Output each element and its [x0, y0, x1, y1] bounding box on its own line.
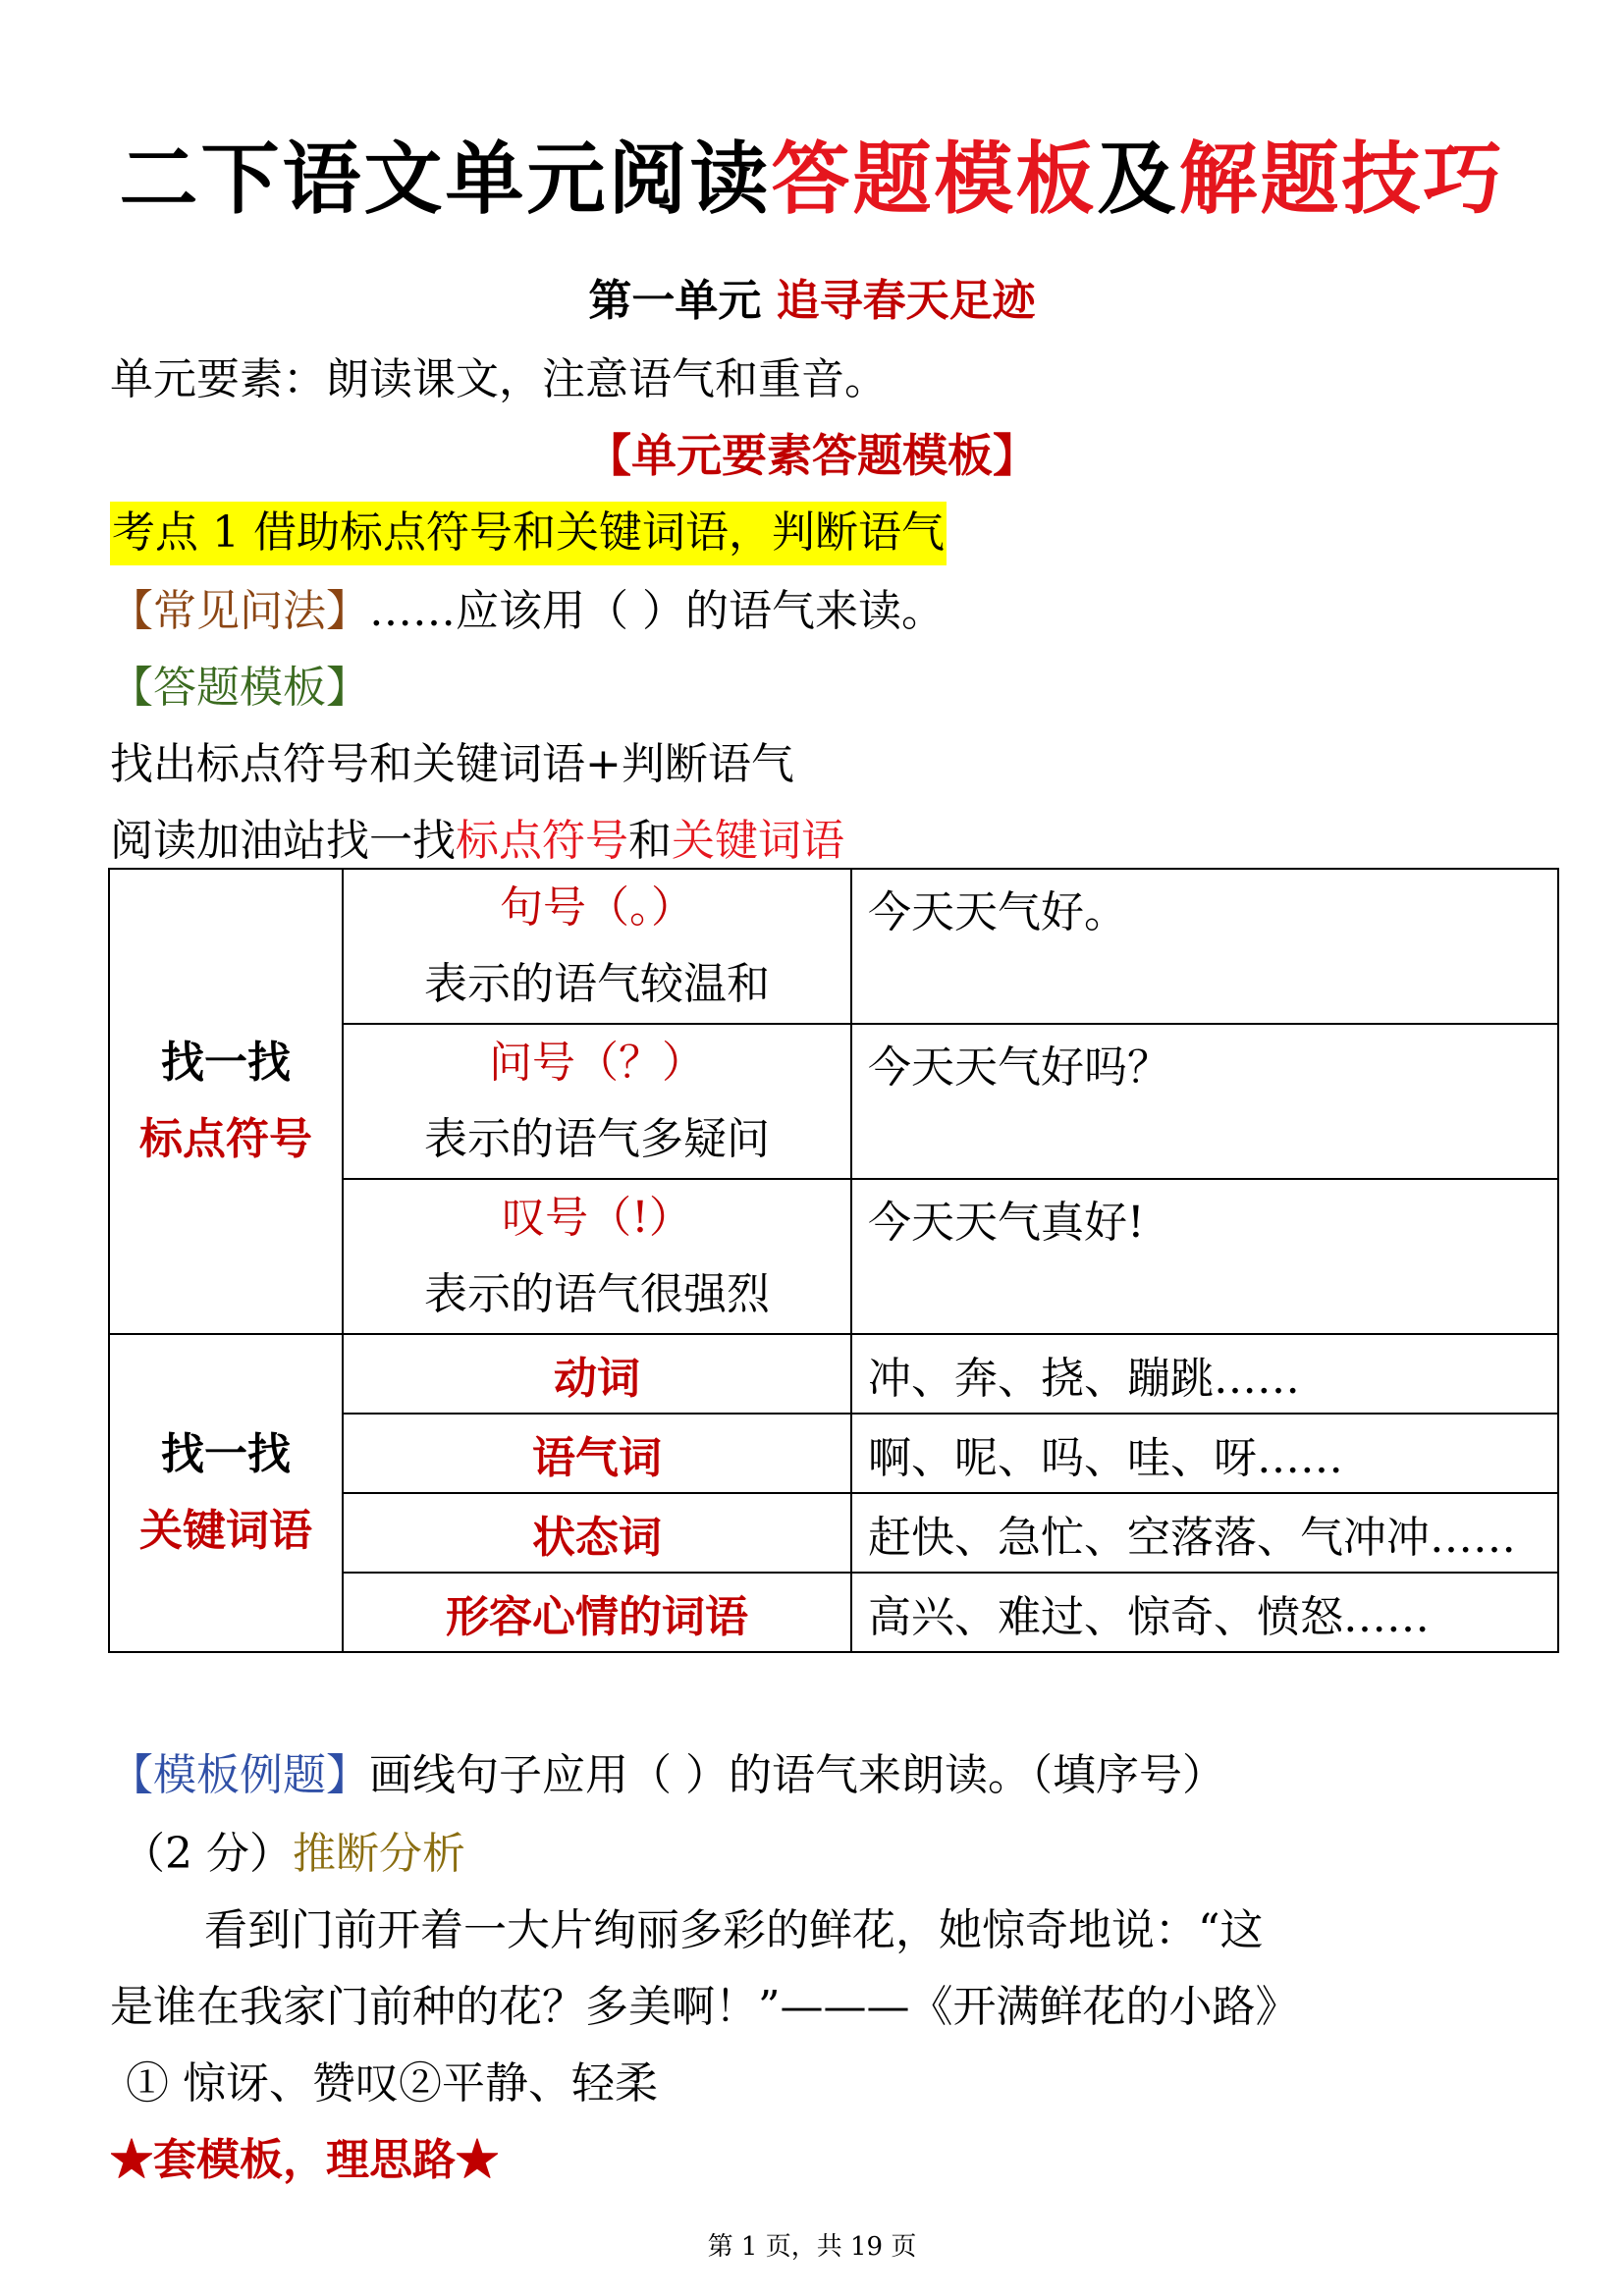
table-row [109, 869, 1558, 1024]
keyword-example: 啊、呢、吗、哇、呀…… [851, 1414, 1558, 1493]
common-question-text: ……应该用（ ）的语气来读。 [369, 586, 945, 636]
passage-line-1: 看到门前开着一大片绚丽多彩的鲜花，她惊奇地说：“这 [204, 1905, 1264, 1955]
table-row [109, 1334, 1558, 1414]
group-punctuation-line2: 标点符号 [139, 1114, 312, 1164]
unit-label: 第一单元 [588, 276, 762, 326]
reference-table [108, 868, 1559, 1653]
example-question-text: 画线句子应用（ ）的语气来朗读。（填序号） [369, 1750, 1225, 1800]
title-part1: 二下语文单元阅读 [119, 133, 772, 225]
station-a: 标点符号 [456, 816, 628, 866]
station-prefix: 阅读加油站找一找 [110, 816, 456, 866]
title-part3: 及 [1097, 133, 1179, 225]
keyword-example: 高兴、难过、惊奇、愤怒…… [851, 1573, 1558, 1652]
example-tag: 【模板例题】 [110, 1750, 369, 1800]
punct-example: 今天天气好。 [851, 869, 1558, 1024]
punct-desc: 表示的语气很强烈 [424, 1269, 770, 1319]
analysis-label: 推断分析 [292, 1829, 465, 1879]
station-line [110, 805, 844, 868]
keyword-example: 冲、奔、挠、蹦跳…… [851, 1334, 1558, 1414]
passage-line-2: 是谁在我家门前种的花？多美啊！”———《开满鲜花的小路》 [110, 1982, 1299, 2032]
common-question [110, 575, 945, 638]
keyword-example: 赶快、急忙、空落落、气冲冲…… [851, 1493, 1558, 1573]
title-part4: 解题技巧 [1178, 133, 1505, 225]
group-keywords-line1: 找一找 [161, 1429, 291, 1479]
keyword-type: 语气词 [343, 1414, 851, 1493]
punct-desc: 表示的语气较温和 [424, 959, 770, 1009]
keyword-type: 形容心情的词语 [343, 1573, 851, 1652]
method-line: 找出标点符号和关键词语+判断语气 [110, 739, 794, 789]
punct-example: 今天天气好吗？ [851, 1024, 1558, 1179]
example-score: （2 分） [122, 1829, 293, 1879]
punct-cell [343, 1024, 851, 1179]
punct-name: 句号（。） [500, 882, 694, 933]
title-part2: 答题模板 [771, 133, 1098, 225]
template-heading: 【单元要素答题模板】 [586, 429, 1038, 482]
group-keywords-line2: 关键词语 [139, 1506, 312, 1556]
unit-name: 追寻春天足迹 [776, 276, 1036, 326]
group-keywords [109, 1334, 343, 1652]
punct-example: 今天天气真好! [851, 1179, 1558, 1334]
page-title [0, 116, 1624, 229]
group-punctuation-line1: 找一找 [161, 1038, 291, 1088]
example-question [110, 1739, 1225, 1802]
keyword-type: 状态词 [343, 1493, 851, 1573]
punct-cell [343, 1179, 851, 1334]
keyword-type: 动词 [343, 1334, 851, 1414]
point-1 [110, 497, 947, 560]
punct-cell [343, 869, 851, 1024]
station-b: 关键词语 [672, 816, 844, 866]
answer-options: ① 惊讶、赞叹②平静、轻柔 [126, 2058, 658, 2109]
punct-name: 叹号（!） [502, 1193, 692, 1243]
punct-desc: 表示的语气多疑问 [424, 1114, 770, 1164]
punct-name: 问号（？） [489, 1038, 705, 1088]
station-mid: 和 [628, 816, 672, 866]
example-score-line [122, 1818, 465, 1881]
unit-heading [0, 265, 1624, 328]
page-footer: 第 1 页，共 19 页 [707, 2232, 917, 2262]
point-1-text: 考点 1 借助标点符号和关键词语，判断语气 [110, 502, 947, 565]
apply-template-line: ★套模板，理思路★ [110, 2135, 499, 2185]
unit-element: 单元要素：朗读课文，注意语气和重音。 [110, 354, 888, 404]
group-punctuation [109, 869, 343, 1334]
answer-template-tag: 【答题模板】 [110, 663, 369, 713]
common-question-tag: 【常见问法】 [110, 586, 369, 636]
